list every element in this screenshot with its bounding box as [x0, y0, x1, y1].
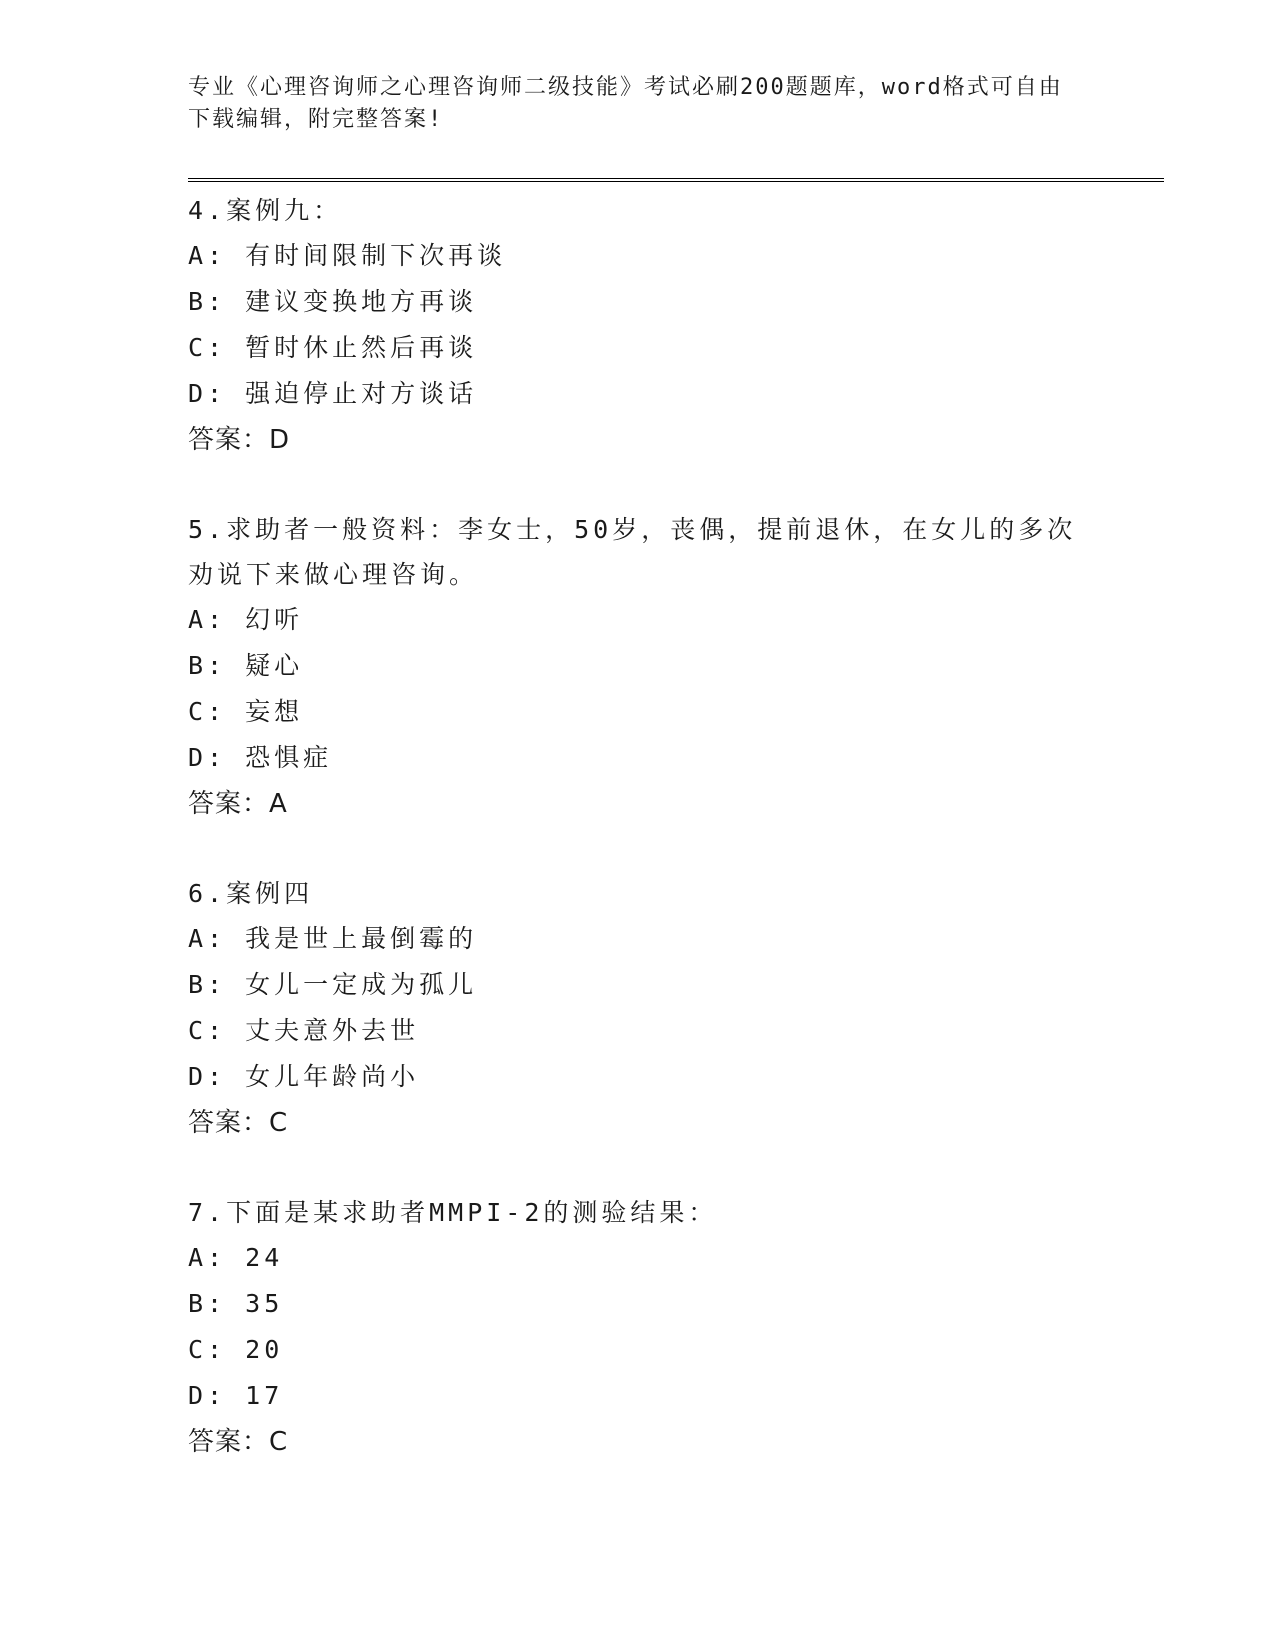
question-7 — [188, 1190, 1088, 1465]
option-b: B: 建议变换地方再谈 — [188, 287, 478, 316]
question-4 — [188, 188, 1088, 463]
option-c: C: 20 — [188, 1335, 284, 1364]
option-a: A: 24 — [188, 1243, 284, 1272]
option-d: D: 强迫停止对方谈话 — [188, 379, 478, 408]
option-a: A: 幻听 — [188, 605, 304, 634]
question-6 — [188, 871, 1088, 1146]
option-a: A: 有时间限制下次再谈 — [188, 241, 507, 270]
document-header: 专业《心理咨询师之心理咨询师二级技能》考试必刷200题题库，word格式可自由下载编辑，附完整答案! — [188, 75, 1063, 132]
option-c: C: 妄想 — [188, 697, 304, 726]
option-d: D: 恐惧症 — [188, 743, 333, 772]
answer-line: 答案：C — [188, 1108, 289, 1138]
header-divider — [188, 178, 1164, 182]
answer-line: 答案：C — [188, 1427, 289, 1457]
option-c: C: 丈夫意外去世 — [188, 1016, 420, 1045]
answer-line: 答案：A — [188, 789, 288, 819]
option-c: C: 暂时休止然后再谈 — [188, 333, 478, 362]
option-a: A: 我是世上最倒霉的 — [188, 924, 478, 953]
answer-line: 答案：D — [188, 425, 291, 455]
option-b: B: 疑心 — [188, 651, 304, 680]
option-d: D: 女儿年龄尚小 — [188, 1062, 420, 1091]
question-stem: 5.求助者一般资料：李女士，50岁，丧偶，提前退休，在女儿的多次劝说下来做心理咨询。 — [188, 515, 1077, 589]
option-b: B: 35 — [188, 1289, 284, 1318]
option-d: D: 17 — [188, 1381, 284, 1410]
question-stem: 7.下面是某求助者MMPI-2的测验结果： — [188, 1198, 718, 1227]
question-list — [188, 188, 1088, 1509]
question-stem: 6.案例四 — [188, 879, 314, 908]
question-stem: 4.案例九： — [188, 196, 343, 225]
question-5 — [188, 507, 1088, 827]
option-b: B: 女儿一定成为孤儿 — [188, 970, 478, 999]
